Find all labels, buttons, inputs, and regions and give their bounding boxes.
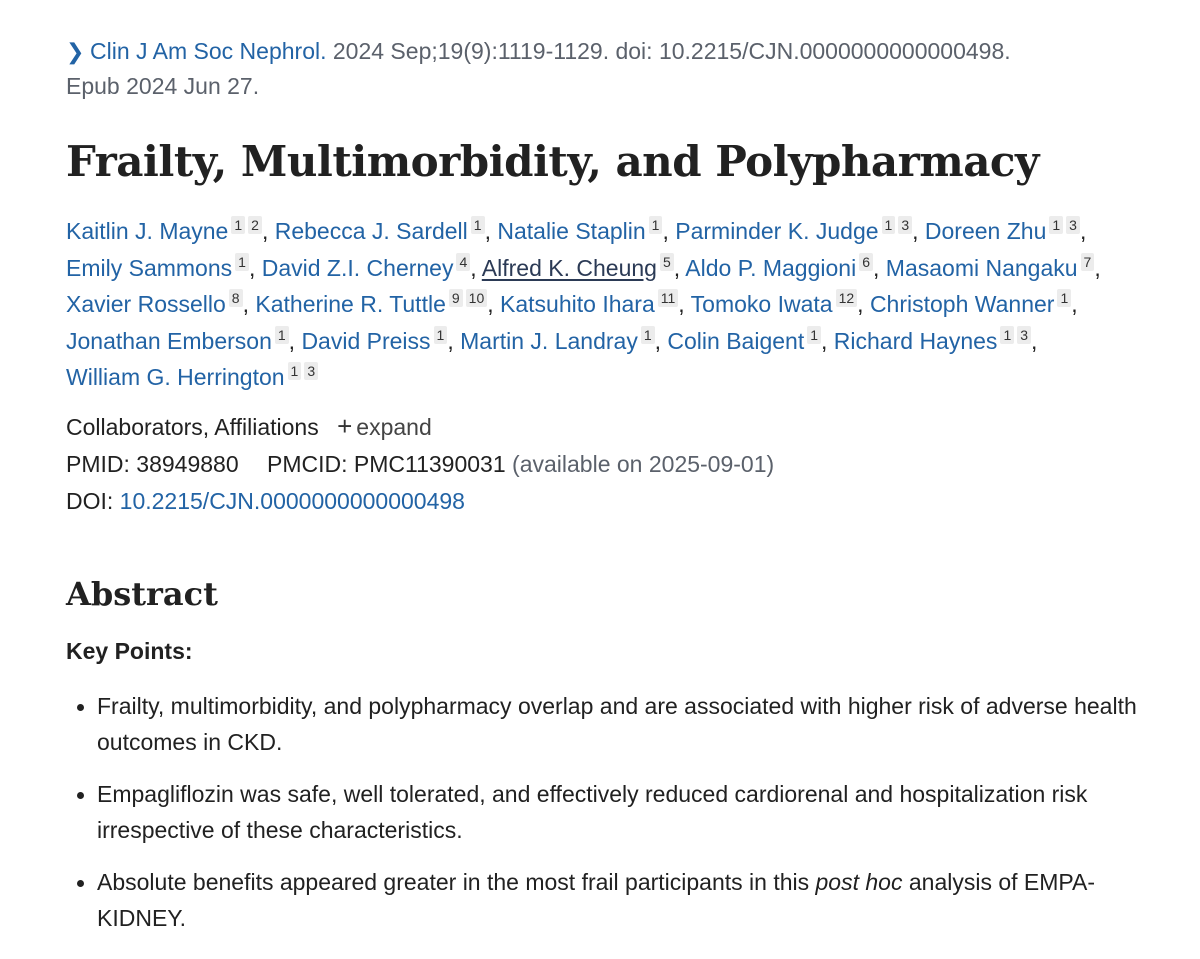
affiliation-ref[interactable]: 10 — [466, 289, 488, 307]
author-name-link[interactable]: William G. Herrington — [66, 364, 285, 390]
affiliation-ref[interactable]: 9 — [449, 289, 463, 307]
author-name-link[interactable]: Richard Haynes — [833, 327, 998, 354]
author-entry — [925, 218, 1086, 244]
author-entry — [66, 291, 249, 317]
author-entry — [66, 328, 295, 354]
pmcid-value: PMC11390031 — [353, 450, 506, 477]
author-entry — [500, 291, 685, 317]
key-points-label: Key Points: — [66, 637, 193, 664]
expand-button[interactable] — [337, 410, 432, 441]
author-name-link[interactable]: Christoph Wanner — [869, 291, 1055, 317]
author-name-link[interactable]: Aldo P. Maggioni — [685, 254, 857, 281]
author-name-link[interactable]: Xavier Rossello — [66, 291, 226, 317]
affiliation-ref[interactable]: 1 — [434, 326, 448, 344]
author-name-link[interactable]: Doreen Zhu — [924, 218, 1047, 244]
author-separator: , — [447, 327, 454, 354]
key-point-item — [97, 864, 1176, 936]
author-separator: , — [1079, 218, 1087, 244]
author-entry — [482, 255, 680, 281]
affiliation-ref[interactable]: 3 — [304, 362, 318, 380]
affiliation-ref[interactable]: 8 — [229, 289, 243, 307]
affiliation-ref[interactable]: 1 — [1049, 216, 1063, 234]
article-title: Frailty, Multimorbidity, and Polypharmacy — [66, 137, 1039, 186]
author-entry — [66, 218, 268, 244]
author-name-link[interactable]: Katherine R. Tuttle — [255, 291, 446, 317]
author-name-link[interactable]: Kaitlin J. Mayne — [66, 218, 229, 244]
author-separator: , — [487, 291, 494, 317]
key-point-emphasis: post hoc — [815, 868, 903, 895]
author-separator: , — [873, 254, 880, 281]
key-point-text: Empagliflozin was safe, well tolerated, and effectively reduced cardiorenal and hospitalization risk irrespective of these characteristics. — [97, 780, 1088, 843]
author-entry — [870, 291, 1078, 317]
pmid-label: PMID: — [66, 450, 130, 477]
author-name-link[interactable]: Parminder K. Judge — [675, 218, 879, 244]
author-separator: , — [1094, 254, 1101, 281]
author-list — [66, 213, 1176, 396]
key-points-list — [66, 688, 1176, 936]
affiliation-ref[interactable]: 3 — [1066, 216, 1080, 234]
affiliation-ref[interactable]: 3 — [1017, 326, 1031, 344]
author-separator: , — [673, 254, 681, 281]
article-page — [66, 34, 1176, 952]
key-point-text: Frailty, multimorbidity, and polypharmacy overlap and are associated with higher risk of adverse health outcomes in CKD. — [97, 692, 1137, 755]
author-separator: , — [654, 327, 662, 354]
author-entry — [275, 218, 491, 244]
author-entry — [675, 218, 918, 244]
author-entry — [886, 255, 1101, 281]
doi-row — [66, 483, 1176, 520]
author-name-link[interactable]: David Preiss — [301, 327, 431, 354]
author-separator: , — [288, 327, 296, 354]
citation-line — [66, 34, 1176, 104]
author-separator: , — [261, 218, 269, 244]
key-point-item — [97, 776, 1176, 848]
author-separator: , — [912, 218, 919, 244]
article-meta — [66, 408, 1176, 520]
affiliation-ref[interactable]: 1 — [807, 326, 821, 344]
author-name-link[interactable]: Masaomi Nangaku — [885, 254, 1078, 281]
plus-icon: + — [337, 410, 353, 441]
author-entry — [497, 218, 669, 244]
author-separator: , — [1071, 291, 1078, 317]
author-separator: , — [678, 291, 685, 317]
author-name-link[interactable]: David Z.I. Cherney — [261, 254, 454, 281]
affiliation-ref[interactable]: 12 — [836, 289, 858, 307]
author-entry — [255, 291, 493, 317]
affiliation-ref[interactable]: 4 — [456, 253, 470, 271]
author-entry — [667, 328, 827, 354]
author-entry — [691, 291, 864, 317]
collaborators-label: Collaborators, Affiliations — [66, 413, 319, 440]
collaborators-row — [66, 408, 1176, 446]
citation-details: 2024 Sep;19(9):1119-1129. doi: 10.2215/CJN.0000000000000498. — [332, 38, 1011, 64]
author-separator: , — [857, 291, 864, 317]
author-separator: , — [821, 327, 828, 354]
affiliation-ref[interactable]: 1 — [231, 216, 245, 234]
author-name-link[interactable]: Tomoko Iwata — [690, 291, 833, 317]
author-name-link[interactable]: Jonathan Emberson — [66, 327, 272, 354]
abstract-heading: Abstract — [66, 574, 218, 613]
author-separator: , — [248, 254, 256, 281]
affiliation-ref[interactable]: 2 — [248, 216, 262, 234]
ids-row — [66, 446, 1176, 483]
author-name-link[interactable]: Emily Sammons — [66, 254, 233, 281]
epub-date: Epub 2024 Jun 27. — [66, 73, 260, 99]
doi-link[interactable]: 10.2215/CJN.0000000000000498 — [119, 487, 465, 514]
affiliation-ref[interactable]: 6 — [859, 253, 873, 271]
author-name-link[interactable]: Katsuhito Ihara — [500, 291, 655, 317]
affiliation-ref[interactable]: 1 — [1000, 326, 1014, 344]
journal-link[interactable]: Clin J Am Soc Nephrol. — [90, 38, 327, 64]
affiliation-ref[interactable]: 1 — [1057, 289, 1071, 307]
key-point-text-pre: Absolute benefits appeared greater in the most frail participants in this — [97, 868, 816, 895]
author-entry — [685, 255, 879, 281]
pmid-value: 38949880 — [136, 450, 239, 477]
author-name-link[interactable]: Alfred K. Cheung — [481, 254, 657, 281]
author-name-link[interactable]: Rebecca J. Sardell — [274, 218, 468, 244]
affiliation-ref[interactable]: 1 — [288, 362, 302, 380]
author-name-link[interactable]: Natalie Staplin — [497, 218, 646, 244]
doi-label: DOI: — [66, 487, 114, 514]
affiliation-ref[interactable]: 1 — [649, 216, 663, 234]
author-separator: , — [484, 218, 491, 244]
author-entry — [460, 328, 661, 354]
key-point-text-post: analysis of EMPA-KIDNEY. — [97, 868, 1096, 931]
chevron-right-icon[interactable]: ❯ — [66, 39, 85, 64]
author-name-link[interactable]: Martin J. Landray — [460, 327, 638, 354]
author-separator: , — [242, 291, 249, 317]
affiliation-ref[interactable]: 5 — [660, 253, 674, 271]
author-name-link[interactable]: Colin Baigent — [667, 327, 805, 354]
author-entry — [301, 328, 453, 354]
pmcid-availability-note: (available on 2025-09-01) — [512, 450, 775, 477]
affiliation-ref[interactable]: 7 — [1081, 253, 1095, 271]
author-entry — [66, 364, 318, 390]
author-entry — [834, 328, 1038, 354]
affiliation-ref[interactable]: 1 — [471, 216, 485, 234]
author-separator: , — [1031, 327, 1038, 354]
author-separator: , — [470, 254, 477, 281]
affiliation-ref[interactable]: 3 — [898, 216, 912, 234]
affiliation-ref[interactable]: 1 — [641, 326, 655, 344]
affiliation-ref[interactable]: 11 — [658, 289, 679, 307]
affiliation-ref[interactable]: 1 — [235, 253, 249, 271]
author-entry — [66, 255, 255, 281]
author-entry — [262, 255, 477, 281]
author-separator: , — [662, 218, 669, 244]
expand-label: expand — [356, 413, 432, 440]
pmcid-label: PMCID: — [267, 450, 348, 477]
affiliation-ref[interactable]: 1 — [275, 326, 289, 344]
key-point-item — [97, 688, 1176, 760]
affiliation-ref[interactable]: 1 — [882, 216, 896, 234]
